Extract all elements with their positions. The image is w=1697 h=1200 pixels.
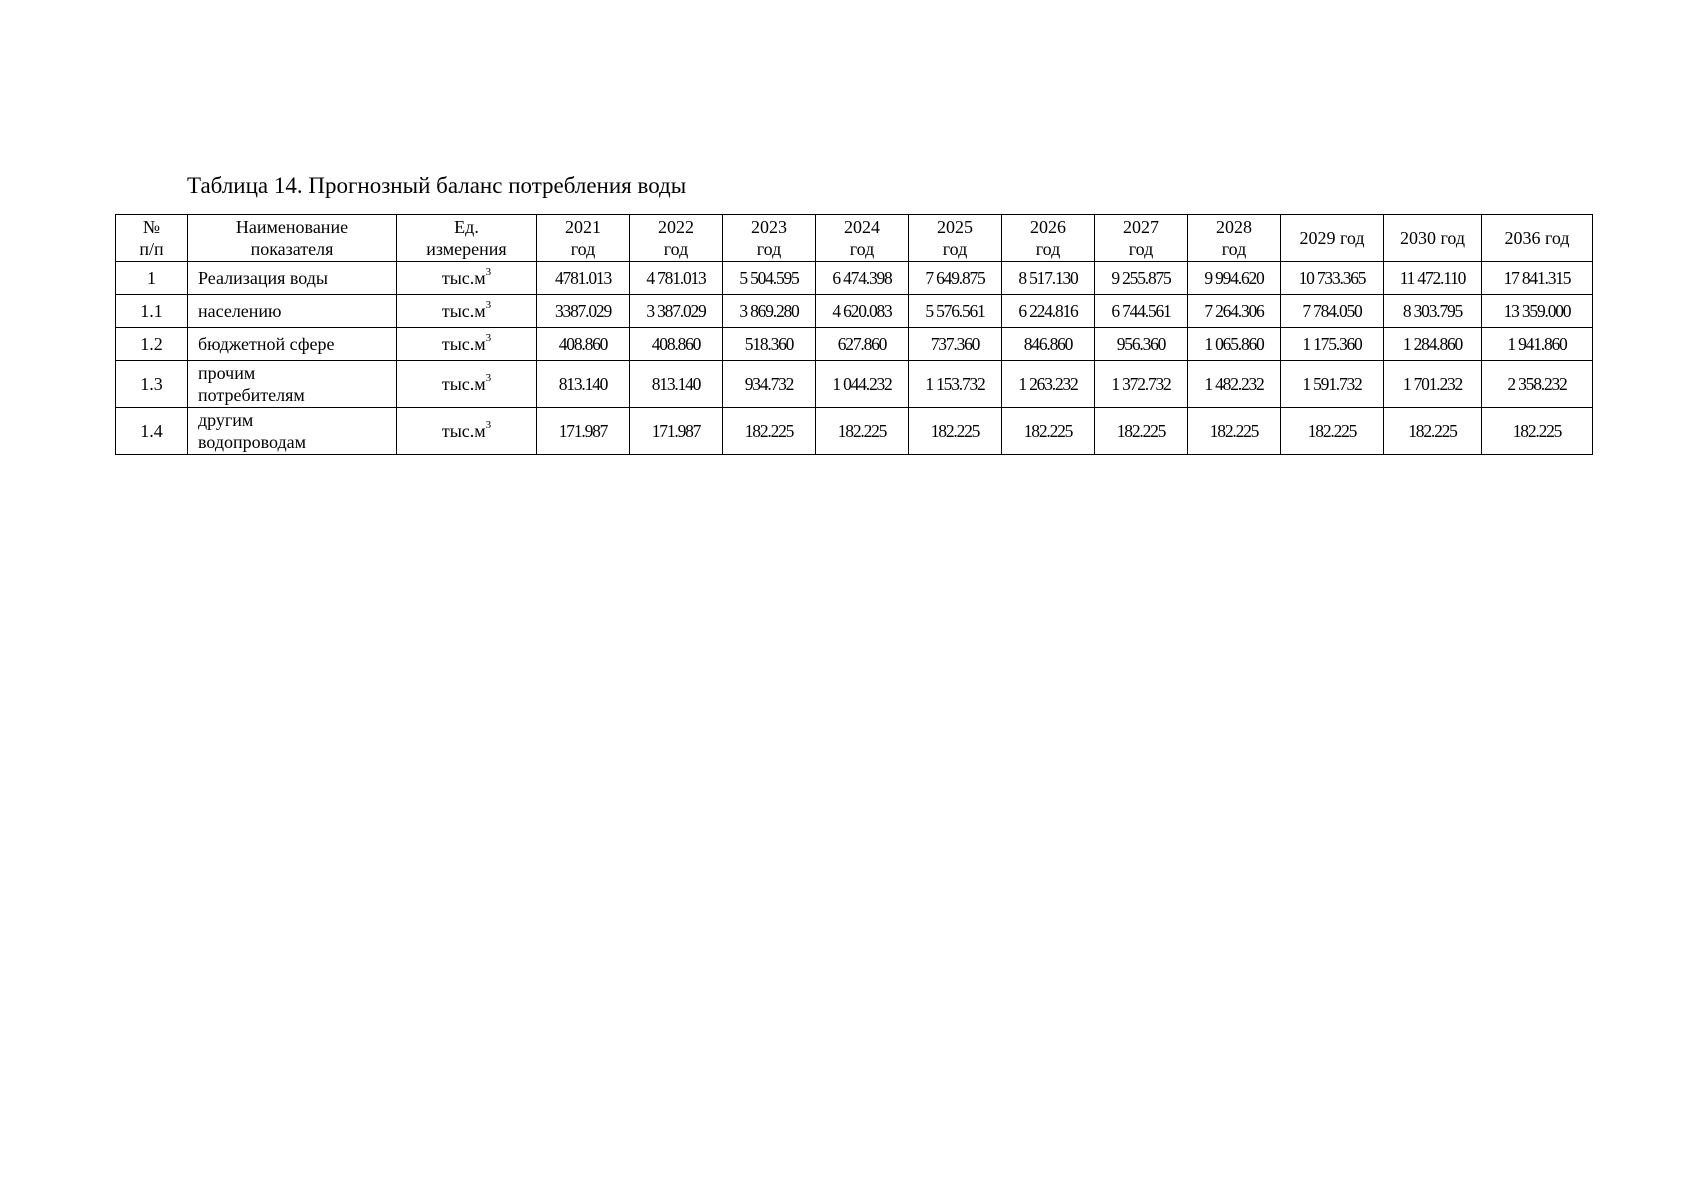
header-year-line: год	[849, 239, 875, 259]
value-cell: 182.225	[1188, 408, 1281, 455]
header-year-line: 2030 год	[1399, 228, 1466, 248]
value-cell: 518.360	[723, 328, 816, 361]
row-name-cell	[188, 361, 397, 408]
unit-text: тыс.м	[441, 374, 486, 394]
header-cell-year	[630, 215, 723, 262]
header-cell-year	[1002, 215, 1095, 262]
header-cell-year	[909, 215, 1002, 262]
header-year-line: 2023	[751, 217, 787, 237]
header-year-line: год	[756, 239, 782, 259]
value-cell: 1 065.860	[1188, 328, 1281, 361]
value-cell: 627.860	[816, 328, 909, 361]
value-cell: 408.860	[630, 328, 723, 361]
value-cell: 1 175.360	[1281, 328, 1384, 361]
row-name-line: бюджетной сфере	[198, 334, 335, 354]
value-cell: 1 044.232	[816, 361, 909, 408]
header-year-line: 2024	[844, 217, 880, 237]
value-cell: 1 263.232	[1002, 361, 1095, 408]
value-cell: 846.860	[1002, 328, 1095, 361]
value-cell: 1 284.860	[1384, 328, 1482, 361]
value-cell: 171.987	[537, 408, 630, 455]
row-name-cell	[188, 328, 397, 361]
value-cell: 6 474.398	[816, 262, 909, 295]
row-name-line: прочим	[198, 363, 256, 383]
header-year-line: 2028	[1216, 217, 1252, 237]
value-cell: 813.140	[630, 361, 723, 408]
header-unit-line: Ед.	[454, 217, 479, 237]
value-cell: 813.140	[537, 361, 630, 408]
value-cell: 4781.013	[537, 262, 630, 295]
unit-superscript: 3	[485, 419, 492, 431]
row-unit-cell	[397, 361, 537, 408]
value-cell: 6 744.561	[1095, 295, 1188, 328]
row-unit-cell	[397, 295, 537, 328]
water-balance-table	[115, 214, 1593, 455]
value-cell: 182.225	[723, 408, 816, 455]
table-row	[116, 295, 1593, 328]
value-cell: 182.225	[1095, 408, 1188, 455]
value-cell: 4 781.013	[630, 262, 723, 295]
table-body	[116, 215, 1593, 455]
value-cell: 1 701.232	[1384, 361, 1482, 408]
value-cell: 737.360	[909, 328, 1002, 361]
unit-text: тыс.м	[441, 268, 486, 288]
value-cell: 1 591.732	[1281, 361, 1384, 408]
value-cell: 7 264.306	[1188, 295, 1281, 328]
header-cell-year	[1281, 215, 1384, 262]
header-name-line: Наименование	[235, 217, 349, 237]
value-cell: 17 841.315	[1482, 262, 1593, 295]
value-cell: 1 153.732	[909, 361, 1002, 408]
table-caption: Таблица 14. Прогнозный баланс потребления воды	[187, 173, 687, 198]
header-year-line: 2025	[937, 217, 973, 237]
value-cell: 1 941.860	[1482, 328, 1593, 361]
header-cell-year	[537, 215, 630, 262]
row-name-line: населению	[198, 301, 282, 321]
value-cell: 6 224.816	[1002, 295, 1095, 328]
value-cell: 7 784.050	[1281, 295, 1384, 328]
value-cell: 5 504.595	[723, 262, 816, 295]
row-num-cell: 1	[116, 262, 188, 295]
value-cell: 182.225	[1281, 408, 1384, 455]
header-year-line: 2036 год	[1504, 228, 1570, 248]
header-cell-year	[816, 215, 909, 262]
table-row	[116, 262, 1593, 295]
unit-text: тыс.м	[441, 334, 486, 354]
row-name-cell	[188, 295, 397, 328]
row-num-cell: 1.3	[116, 361, 188, 408]
header-year-line: 2027	[1123, 217, 1159, 237]
unit-superscript: 3	[485, 372, 492, 384]
header-name-line: показателя	[250, 239, 334, 259]
value-cell: 956.360	[1095, 328, 1188, 361]
value-cell: 3387.029	[537, 295, 630, 328]
header-cell-year	[1482, 215, 1593, 262]
row-num-cell: 1.1	[116, 295, 188, 328]
value-cell: 182.225	[816, 408, 909, 455]
row-num-cell: 1.4	[116, 408, 188, 455]
row-name-cell	[188, 262, 397, 295]
row-num-cell: 1.2	[116, 328, 188, 361]
value-cell: 934.732	[723, 361, 816, 408]
table-header-row	[116, 215, 1593, 262]
header-year-line: год	[1035, 239, 1061, 259]
header-year-line: год	[1128, 239, 1154, 259]
header-year-line: 2029 год	[1299, 228, 1365, 248]
value-cell: 4 620.083	[816, 295, 909, 328]
value-cell: 5 576.561	[909, 295, 1002, 328]
header-year-line: год	[663, 239, 689, 259]
value-cell: 8 303.795	[1384, 295, 1482, 328]
table-row	[116, 328, 1593, 361]
header-num-line: №	[142, 217, 161, 237]
row-name-line: Реализация воды	[198, 268, 328, 288]
unit-superscript: 3	[485, 266, 492, 278]
unit-text: тыс.м	[441, 421, 486, 441]
value-cell: 11 472.110	[1384, 262, 1482, 295]
row-name-line: другим	[198, 410, 254, 430]
value-cell: 9 255.875	[1095, 262, 1188, 295]
value-cell: 13 359.000	[1482, 295, 1593, 328]
unit-superscript: 3	[485, 299, 492, 311]
value-cell: 1 372.732	[1095, 361, 1188, 408]
value-cell: 10 733.365	[1281, 262, 1384, 295]
table-row	[116, 361, 1593, 408]
value-cell: 182.225	[1002, 408, 1095, 455]
value-cell: 7 649.875	[909, 262, 1002, 295]
value-cell: 182.225	[1482, 408, 1593, 455]
value-cell: 1 482.232	[1188, 361, 1281, 408]
row-name-cell	[188, 408, 397, 455]
header-year-line: 2022	[658, 217, 694, 237]
header-cell-year	[1384, 215, 1482, 262]
row-unit-cell	[397, 262, 537, 295]
value-cell: 3 387.029	[630, 295, 723, 328]
header-year-line: год	[570, 239, 596, 259]
header-year-line: год	[1221, 239, 1247, 259]
unit-text: тыс.м	[441, 301, 486, 321]
header-unit-line: измерения	[426, 239, 507, 259]
value-cell: 3 869.280	[723, 295, 816, 328]
header-cell-year	[1095, 215, 1188, 262]
header-cell-year	[723, 215, 816, 262]
header-cell-unit	[397, 215, 537, 262]
row-unit-cell	[397, 408, 537, 455]
row-unit-cell	[397, 328, 537, 361]
table-row	[116, 408, 1593, 455]
header-year-line: год	[942, 239, 968, 259]
value-cell: 8 517.130	[1002, 262, 1095, 295]
row-name-line: водопроводам	[198, 432, 307, 452]
value-cell: 9 994.620	[1188, 262, 1281, 295]
value-cell: 408.860	[537, 328, 630, 361]
value-cell: 182.225	[909, 408, 1002, 455]
header-num-line: п/п	[139, 239, 164, 259]
header-year-line: 2021	[565, 217, 601, 237]
header-cell-year	[1188, 215, 1281, 262]
value-cell: 2 358.232	[1482, 361, 1593, 408]
unit-superscript: 3	[485, 332, 492, 344]
header-cell-num	[116, 215, 188, 262]
value-cell: 171.987	[630, 408, 723, 455]
header-cell-name	[188, 215, 397, 262]
row-name-line: потребителям	[198, 385, 305, 405]
value-cell: 182.225	[1384, 408, 1482, 455]
header-year-line: 2026	[1030, 217, 1066, 237]
